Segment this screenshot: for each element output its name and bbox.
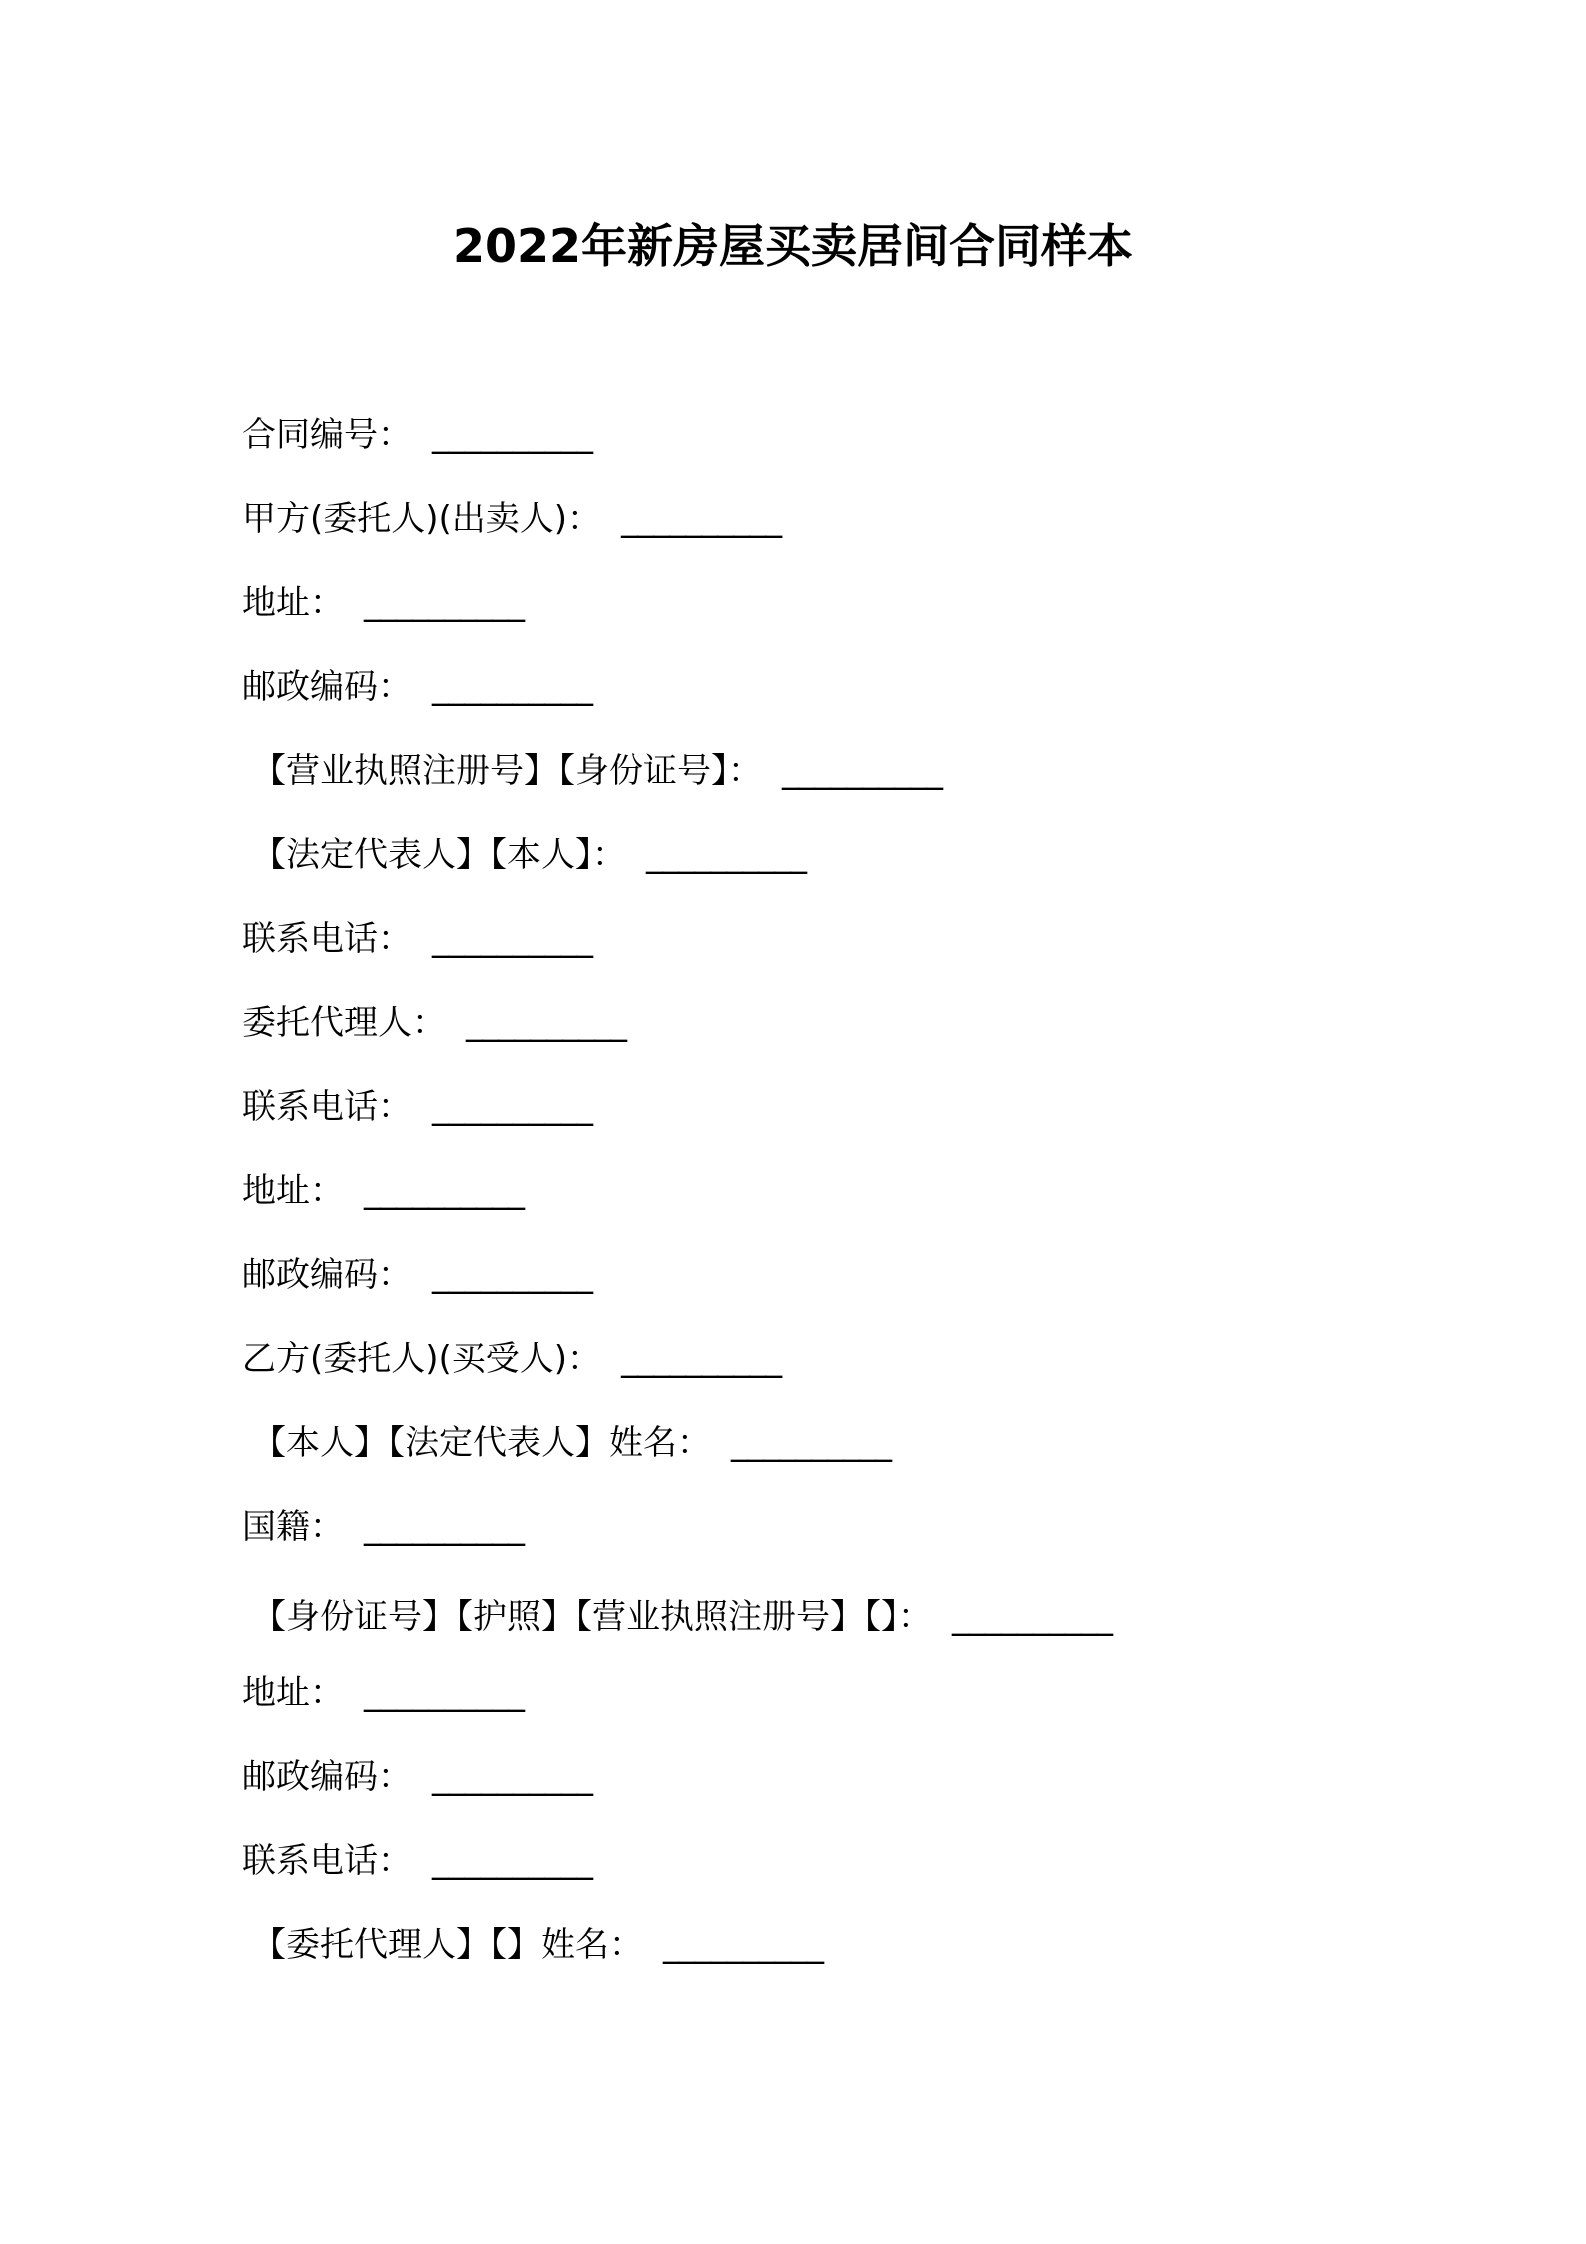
field-party-a-agent-phone <box>242 1082 592 1132</box>
field-label: 地址： <box>242 1171 344 1211</box>
field-blank: __________ <box>364 1507 524 1547</box>
field-label: 地址： <box>242 583 344 623</box>
field-party-a-postcode <box>242 662 592 712</box>
field-blank: __________ <box>466 1003 626 1043</box>
field-label: 联系电话： <box>242 919 412 959</box>
field-blank: __________ <box>432 667 592 707</box>
field-blank: __________ <box>364 583 524 623</box>
field-blank: __________ <box>432 919 592 959</box>
field-party-b-postcode <box>242 1752 592 1802</box>
field-label: 邮政编码： <box>242 1255 412 1295</box>
field-blank: __________ <box>432 1087 592 1127</box>
field-party-b-nationality <box>242 1502 524 1552</box>
field-label: 联系电话： <box>242 1841 412 1881</box>
field-label: 委托代理人： <box>242 1003 446 1043</box>
field-blank: __________ <box>952 1597 1112 1637</box>
field-label: 【营业执照注册号】【身份证号】： <box>252 751 762 791</box>
field-blank: __________ <box>364 1171 524 1211</box>
field-label: 国籍： <box>242 1507 344 1547</box>
field-blank: __________ <box>621 1339 782 1379</box>
field-label: 邮政编码： <box>242 667 412 707</box>
field-label: 合同编号： <box>242 415 412 455</box>
field-blank: __________ <box>621 499 782 539</box>
field-label: 【本人】【法定代表人】姓名： <box>252 1423 711 1463</box>
field-contract-number <box>242 410 592 460</box>
field-party-a-representative <box>252 830 806 880</box>
field-party-a-license-id <box>252 746 942 796</box>
field-party-a-agent <box>242 998 626 1048</box>
field-party-a <box>242 494 781 544</box>
field-blank: __________ <box>731 1423 891 1463</box>
field-blank: __________ <box>432 1757 592 1797</box>
field-blank: __________ <box>663 1925 823 1965</box>
field-party-b-address <box>242 1668 524 1718</box>
field-label: 【委托代理人】【】姓名： <box>252 1925 643 1965</box>
field-label: 乙方(委托人)(买受人)： <box>242 1339 602 1379</box>
field-label: 地址： <box>242 1673 344 1713</box>
field-blank: __________ <box>364 1673 524 1713</box>
field-label: 邮政编码： <box>242 1757 412 1797</box>
field-blank: __________ <box>432 415 592 455</box>
field-party-a-phone <box>242 914 592 964</box>
field-blank: __________ <box>646 835 806 875</box>
field-label: 【法定代表人】【本人】： <box>252 835 626 875</box>
field-party-a-agent-postcode <box>242 1250 592 1300</box>
field-party-a-agent-address <box>242 1166 524 1216</box>
document-title: 2022年新房屋买卖居间合同样本 <box>452 219 1134 273</box>
field-party-b-name <box>252 1418 891 1468</box>
field-party-b <box>242 1334 781 1384</box>
field-blank: __________ <box>782 751 942 791</box>
field-blank: __________ <box>432 1255 592 1295</box>
field-party-b-phone <box>242 1836 592 1886</box>
field-party-b-id <box>252 1592 1112 1642</box>
field-party-b-agent <box>252 1920 823 1970</box>
field-label: 【身份证号】【护照】【营业执照注册号】【】： <box>252 1597 932 1637</box>
field-label: 联系电话： <box>242 1087 412 1127</box>
field-blank: __________ <box>432 1841 592 1881</box>
field-party-a-address <box>242 578 524 628</box>
field-label: 甲方(委托人)(出卖人)： <box>242 499 602 539</box>
